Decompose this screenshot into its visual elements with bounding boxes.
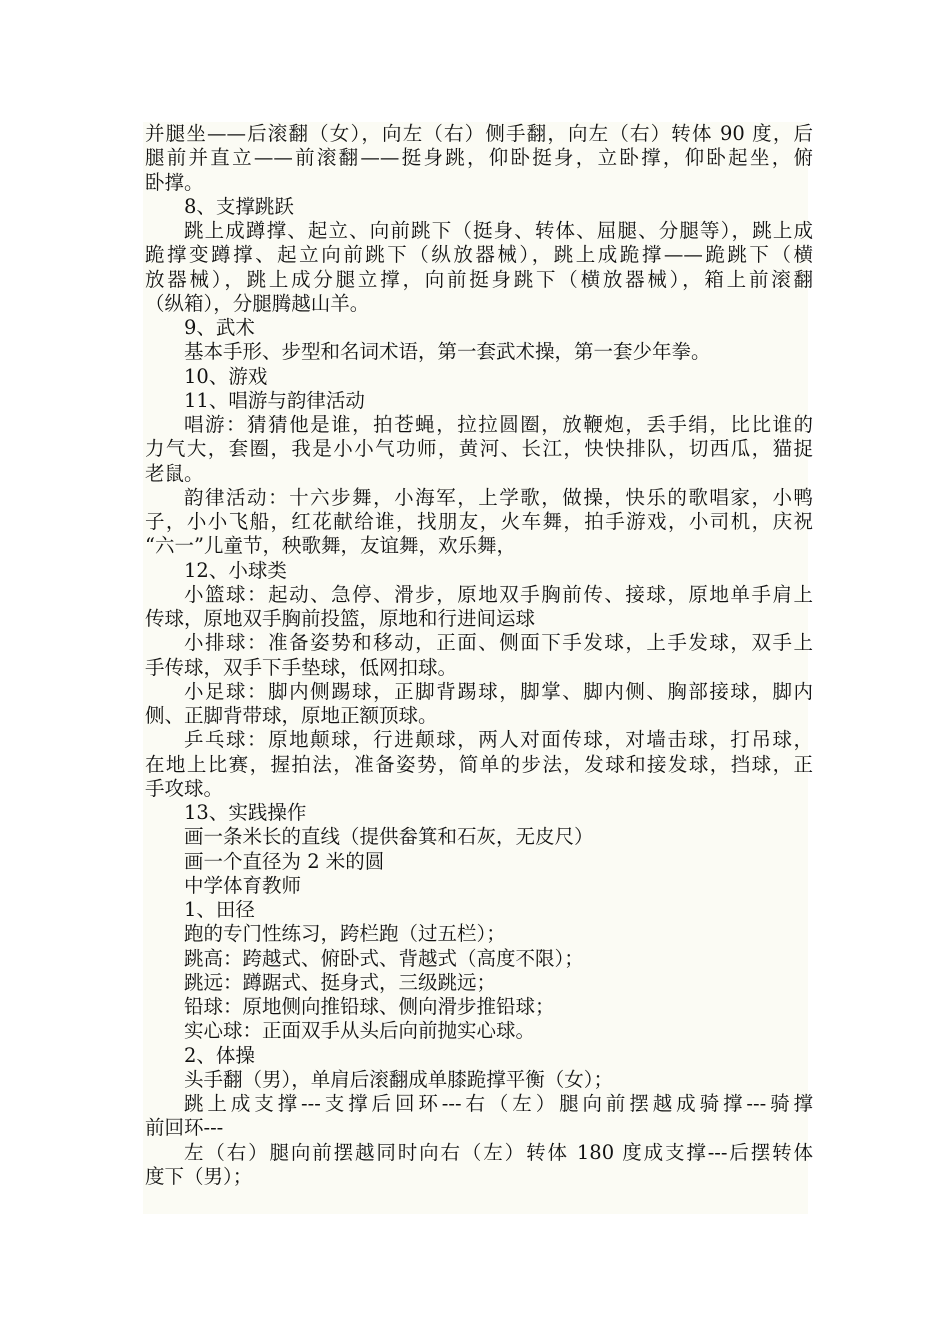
text-line: 9、武术 [184, 316, 255, 339]
text-line: 传球，原地双手胸前投篮，原地和行进间运球 [145, 607, 536, 630]
text-line: 10、游戏 [184, 364, 268, 388]
text-line: （纵箱），分腿腾越山羊。 [145, 291, 370, 315]
text-line: 实心球：正面双手从头后向前抛实心球。 [184, 1019, 536, 1043]
text-line: 11、唱游与韵律活动 [184, 388, 365, 412]
text-line: 跳上成支撑---支撑后回环---右（左）腿向前摆越成骑撑---骑撑 [184, 1092, 813, 1115]
text-line: 1、田径 [184, 898, 255, 921]
text-line: 跳上成蹲撑、起立、向前跳下（挺身、转体、屈腿、分腿等），跳上成 [184, 219, 813, 242]
text-line: 并腿坐——后滚翻（女），向左（右）侧手翻，向左（右）转体 90 度，后 [145, 122, 813, 145]
text-line: 乒乓球：原地颠球，行进颠球，两人对面传球，对墙击球，打吊球， [184, 728, 813, 752]
text-line: 老鼠。 [145, 461, 204, 485]
text-line: 2、体操 [184, 1043, 255, 1067]
text-line: 基本手形、步型和名词术语，第一套武术操，第一套少年拳。 [184, 340, 711, 364]
text-line: 铅球：原地侧向推铅球、侧向滑步推铅球； [184, 995, 555, 1018]
text-line: 13、实践操作 [184, 801, 307, 824]
text-line: 手传球，双手下手垫球，低网扣球。 [145, 655, 458, 679]
text-line: 小篮球：起动、急停、滑步，原地双手胸前传、接球，原地单手肩上 [184, 582, 813, 606]
text-line: 小足球：脚内侧踢球，正脚背踢球，脚掌、脚内侧、胸部接球，脚内 [184, 679, 813, 703]
text-line: 小排球：准备姿势和移动，正面、侧面下手发球，上手发球，双手上 [184, 631, 813, 655]
document-body [145, 122, 813, 1189]
text-line: 中学体育教师 [184, 873, 302, 897]
text-line: “六一”儿童节，秧歌舞，友谊舞，欢乐舞， [145, 534, 516, 558]
text-line: 8、支撑跳跃 [184, 194, 294, 218]
text-line: 头手翻（男），单肩后滚翻成单膝跪撑平衡（女）； [184, 1067, 614, 1091]
text-line: 画一条米长的直线（提供畚箕和石灰，无皮尺） [184, 825, 594, 849]
text-line: 度下（男）； [145, 1164, 253, 1188]
text-line: 侧、正脚背带球，原地正额顶球。 [145, 704, 438, 727]
text-line: 子，小小飞船，红花献给谁，找朋友，火车舞，拍手游戏，小司机，庆祝 [145, 510, 813, 533]
text-line: 卧撑。 [145, 170, 204, 194]
text-line: 前回环--- [145, 1116, 224, 1140]
text-line: 跳高：跨越式、俯卧式、背越式（高度不限）； [184, 946, 584, 970]
text-line: 唱游：猜猜他是谁，拍苍蝇，拉拉圆圈，放鞭炮，丢手绢，比比谁的 [184, 413, 813, 436]
text-line: 跪撑变蹲撑、起立向前跳下（纵放器械），跳上成跪撑——跪跳下（横 [145, 243, 813, 267]
text-line: 腿前并直立——前滚翻——挺身跳，仰卧挺身，立卧撑，仰卧起坐，俯 [145, 146, 813, 170]
text-line: 画一个直径为 2 米的圆 [184, 849, 385, 873]
text-line: 左（右）腿向前摆越同时向右（左）转体 180 度成支撑---后摆转体 [184, 1140, 813, 1164]
text-line: 韵律活动：十六步舞，小海军，上学歌，做操，快乐的歌唱家，小鸭 [184, 485, 813, 509]
text-line: 12、小球类 [184, 558, 287, 582]
text-line: 放器械），跳上成分腿立撑，向前挺身跳下（横放器械），箱上前滚翻 [145, 267, 813, 291]
text-line: 力气大，套圈，我是小小气功师，黄河、长江，快快排队，切西瓜，猫捉 [145, 437, 813, 461]
text-line: 在地上比赛，握拍法，准备姿势，简单的步法，发球和接发球，挡球，正 [145, 752, 813, 776]
text-line: 跳远：蹲踞式、挺身式，三级跳远； [184, 970, 497, 994]
text-line: 跑的专门性练习，跨栏跑（过五栏）； [184, 922, 506, 946]
text-line: 手攻球。 [145, 776, 224, 800]
